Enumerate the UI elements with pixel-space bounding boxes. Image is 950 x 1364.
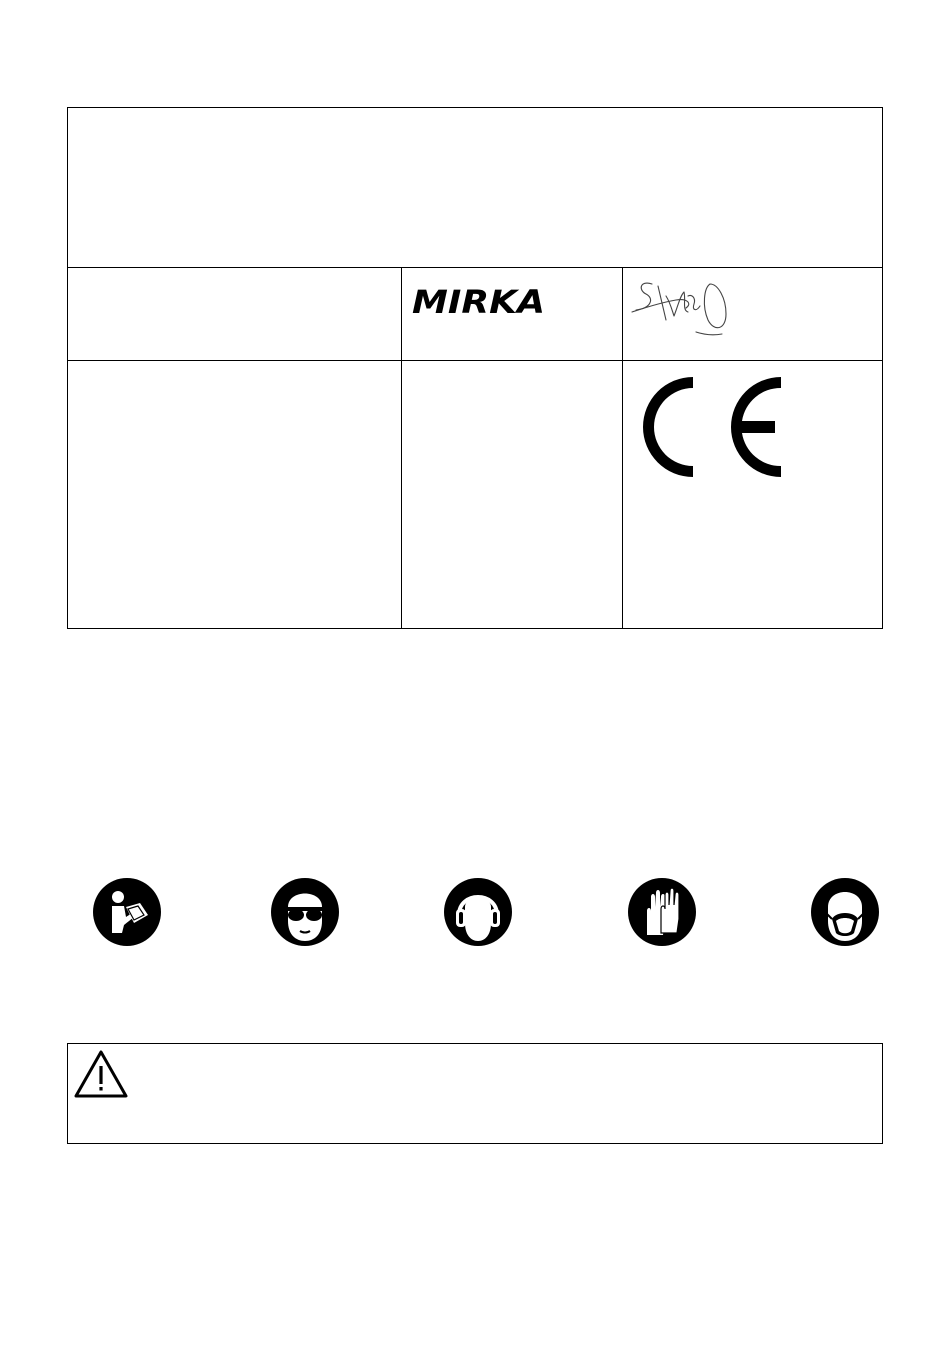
- warning-box: [67, 1043, 883, 1144]
- table-column-divider-1: [401, 267, 402, 629]
- warning-triangle-icon: [73, 1049, 129, 1099]
- eye-protection-icon: [270, 877, 340, 947]
- signature: [630, 276, 730, 338]
- read-manual-icon: [92, 877, 162, 947]
- brand-logo: [412, 288, 546, 314]
- protective-gloves-icon: [627, 877, 697, 947]
- mirka-logo-mark: [412, 288, 546, 314]
- table-column-divider-2: [622, 267, 623, 629]
- svg-text:MIRKA: MIRKA: [412, 288, 545, 314]
- ear-protection-icon: [443, 877, 513, 947]
- ce-mark: [638, 377, 782, 477]
- table-divider-middle: [67, 360, 883, 361]
- declaration-table: [67, 107, 883, 629]
- table-divider-top: [67, 267, 883, 268]
- dust-mask-icon: [810, 877, 880, 947]
